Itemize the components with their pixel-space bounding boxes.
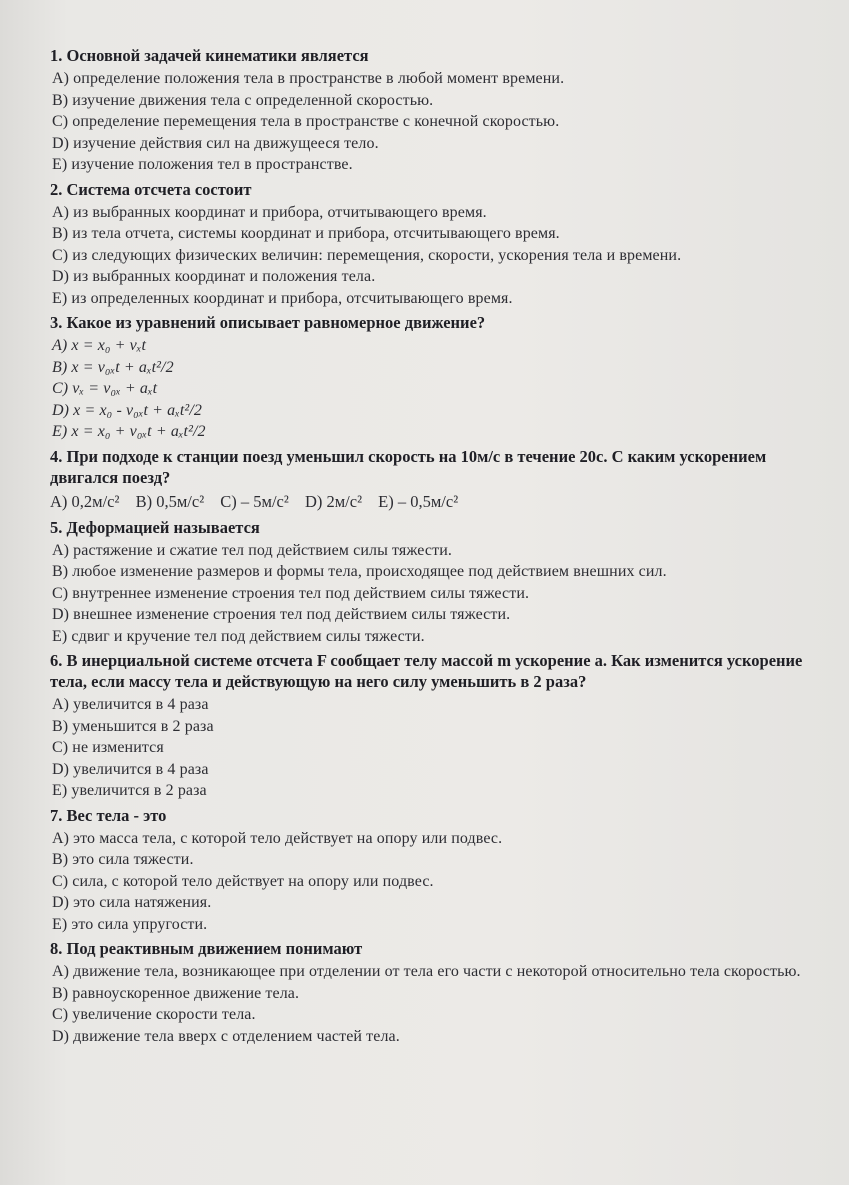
question-title: 8. Под реактивным движением понимают bbox=[50, 939, 363, 958]
question-title: 4. При подходе к станции поезд уменьшил скорость на 10м/с в течение 20с. С каким ускорением двигался поезд? bbox=[50, 446, 767, 487]
answer-option: D) движение тела вверх с отделением частей тела. bbox=[52, 1027, 400, 1045]
answer-option: B) уменьшится в 2 раза bbox=[52, 717, 214, 735]
answer-option: C) – 5м/с² bbox=[220, 491, 289, 511]
question-title: 6. В инерциальной системе отсчета F сообщает телу массой m ускорение a. Как изменится ускорение тела, если массу тела и действующую на него силу уменьшить в 2 раза? bbox=[50, 651, 803, 691]
answer-option: B) равноускоренное движение тела. bbox=[52, 984, 300, 1002]
answer-option: D) изучение действия сил на движущееся тело. bbox=[52, 134, 379, 152]
question-5 bbox=[50, 517, 829, 648]
equation-option: A) x = x₀ + vₓt bbox=[52, 337, 147, 354]
answer-option: B) любое изменение размеров и формы тела, происходящее под действием внешних сил. bbox=[52, 563, 667, 580]
answer-option: A) движение тела, возникающее при отделении от тела его части с некоторой относительно тела скоростью. bbox=[52, 963, 801, 980]
answer-option: B) изучение движения тела с определенной скоростью. bbox=[52, 91, 434, 109]
question-3 bbox=[50, 312, 829, 443]
question-title: 5. Деформацией называется bbox=[50, 517, 260, 537]
question-7 bbox=[50, 805, 829, 936]
equation-option: B) x = v₀ₓt + aₓt²/2 bbox=[52, 358, 174, 376]
answer-option: C) не изменится bbox=[52, 739, 164, 756]
answer-option: A) определение положения тела в пространстве в любой момент времени. bbox=[52, 70, 565, 87]
answer-option: E) из определенных координат и прибора, отсчитывающего время. bbox=[52, 289, 513, 307]
question-title: 1. Основной задачей кинематики является bbox=[50, 46, 369, 65]
answer-option: E) сдвиг и кручение тел под действием силы тяжести. bbox=[52, 627, 425, 645]
answer-option: B) это сила тяжести. bbox=[52, 851, 194, 868]
answer-option: C) сила, с которой тело действует на опору или подвес. bbox=[52, 872, 434, 890]
answer-option: C) увеличение скорости тела. bbox=[52, 1006, 256, 1023]
answer-options-row bbox=[50, 490, 829, 514]
question-8 bbox=[50, 938, 829, 1047]
equation-option: D) x = x₀ - v₀ₓt + aₓt²/2 bbox=[52, 401, 202, 419]
answer-option: D) внешнее изменение строения тел под действием силы тяжести. bbox=[52, 606, 511, 623]
question-title: 3. Какое из уравнений описывает равномерное движение? bbox=[50, 313, 486, 332]
question-2 bbox=[50, 179, 829, 310]
question-6 bbox=[50, 650, 829, 802]
equation-option: E) x = x₀ + v₀ₓt + aₓt²/2 bbox=[52, 423, 206, 440]
answer-option: A) из выбранных координат и прибора, отчитывающего время. bbox=[52, 203, 487, 221]
question-title: 2. Система отсчета состоит bbox=[50, 179, 252, 199]
answer-option: E) это сила упругости. bbox=[52, 915, 208, 933]
answer-option: C) определение перемещения тела в пространстве с конечной скоростью. bbox=[52, 113, 560, 130]
question-title: 7. Вес тела - это bbox=[50, 805, 167, 825]
answer-option: A) 0,2м/с² bbox=[50, 491, 120, 511]
question-4 bbox=[50, 446, 829, 514]
answer-option: A) увеличится в 4 раза bbox=[52, 696, 209, 713]
answer-option: B) 0,5м/с² bbox=[135, 491, 205, 511]
answer-option: A) это масса тела, с которой тело действует на опору или подвес. bbox=[52, 829, 503, 847]
answer-option: E) – 0,5м/с² bbox=[378, 491, 459, 511]
answer-option: E) увеличится в 2 раза bbox=[52, 782, 207, 799]
answer-option: A) растяжение и сжатие тел под действием силы тяжести. bbox=[52, 541, 452, 559]
answer-option: B) из тела отчета, системы координат и прибора, отсчитывающего время. bbox=[52, 225, 560, 242]
answer-option: D) 2м/с² bbox=[304, 491, 363, 511]
question-1 bbox=[50, 45, 829, 176]
answer-option: D) это сила натяжения. bbox=[52, 894, 212, 911]
answer-option: D) увеличится в 4 раза bbox=[52, 760, 209, 778]
answer-option: D) из выбранных координат и положения тела. bbox=[52, 268, 376, 285]
equation-option: C) vₓ = v₀ₓ + aₓt bbox=[52, 380, 158, 397]
answer-option: C) внутреннее изменение строения тел под действием силы тяжести. bbox=[52, 584, 530, 602]
answer-option: C) из следующих физических величин: перемещения, скорости, ускорения тела и времени. bbox=[52, 246, 682, 264]
answer-option: E) изучение положения тел в пространстве. bbox=[52, 156, 353, 173]
